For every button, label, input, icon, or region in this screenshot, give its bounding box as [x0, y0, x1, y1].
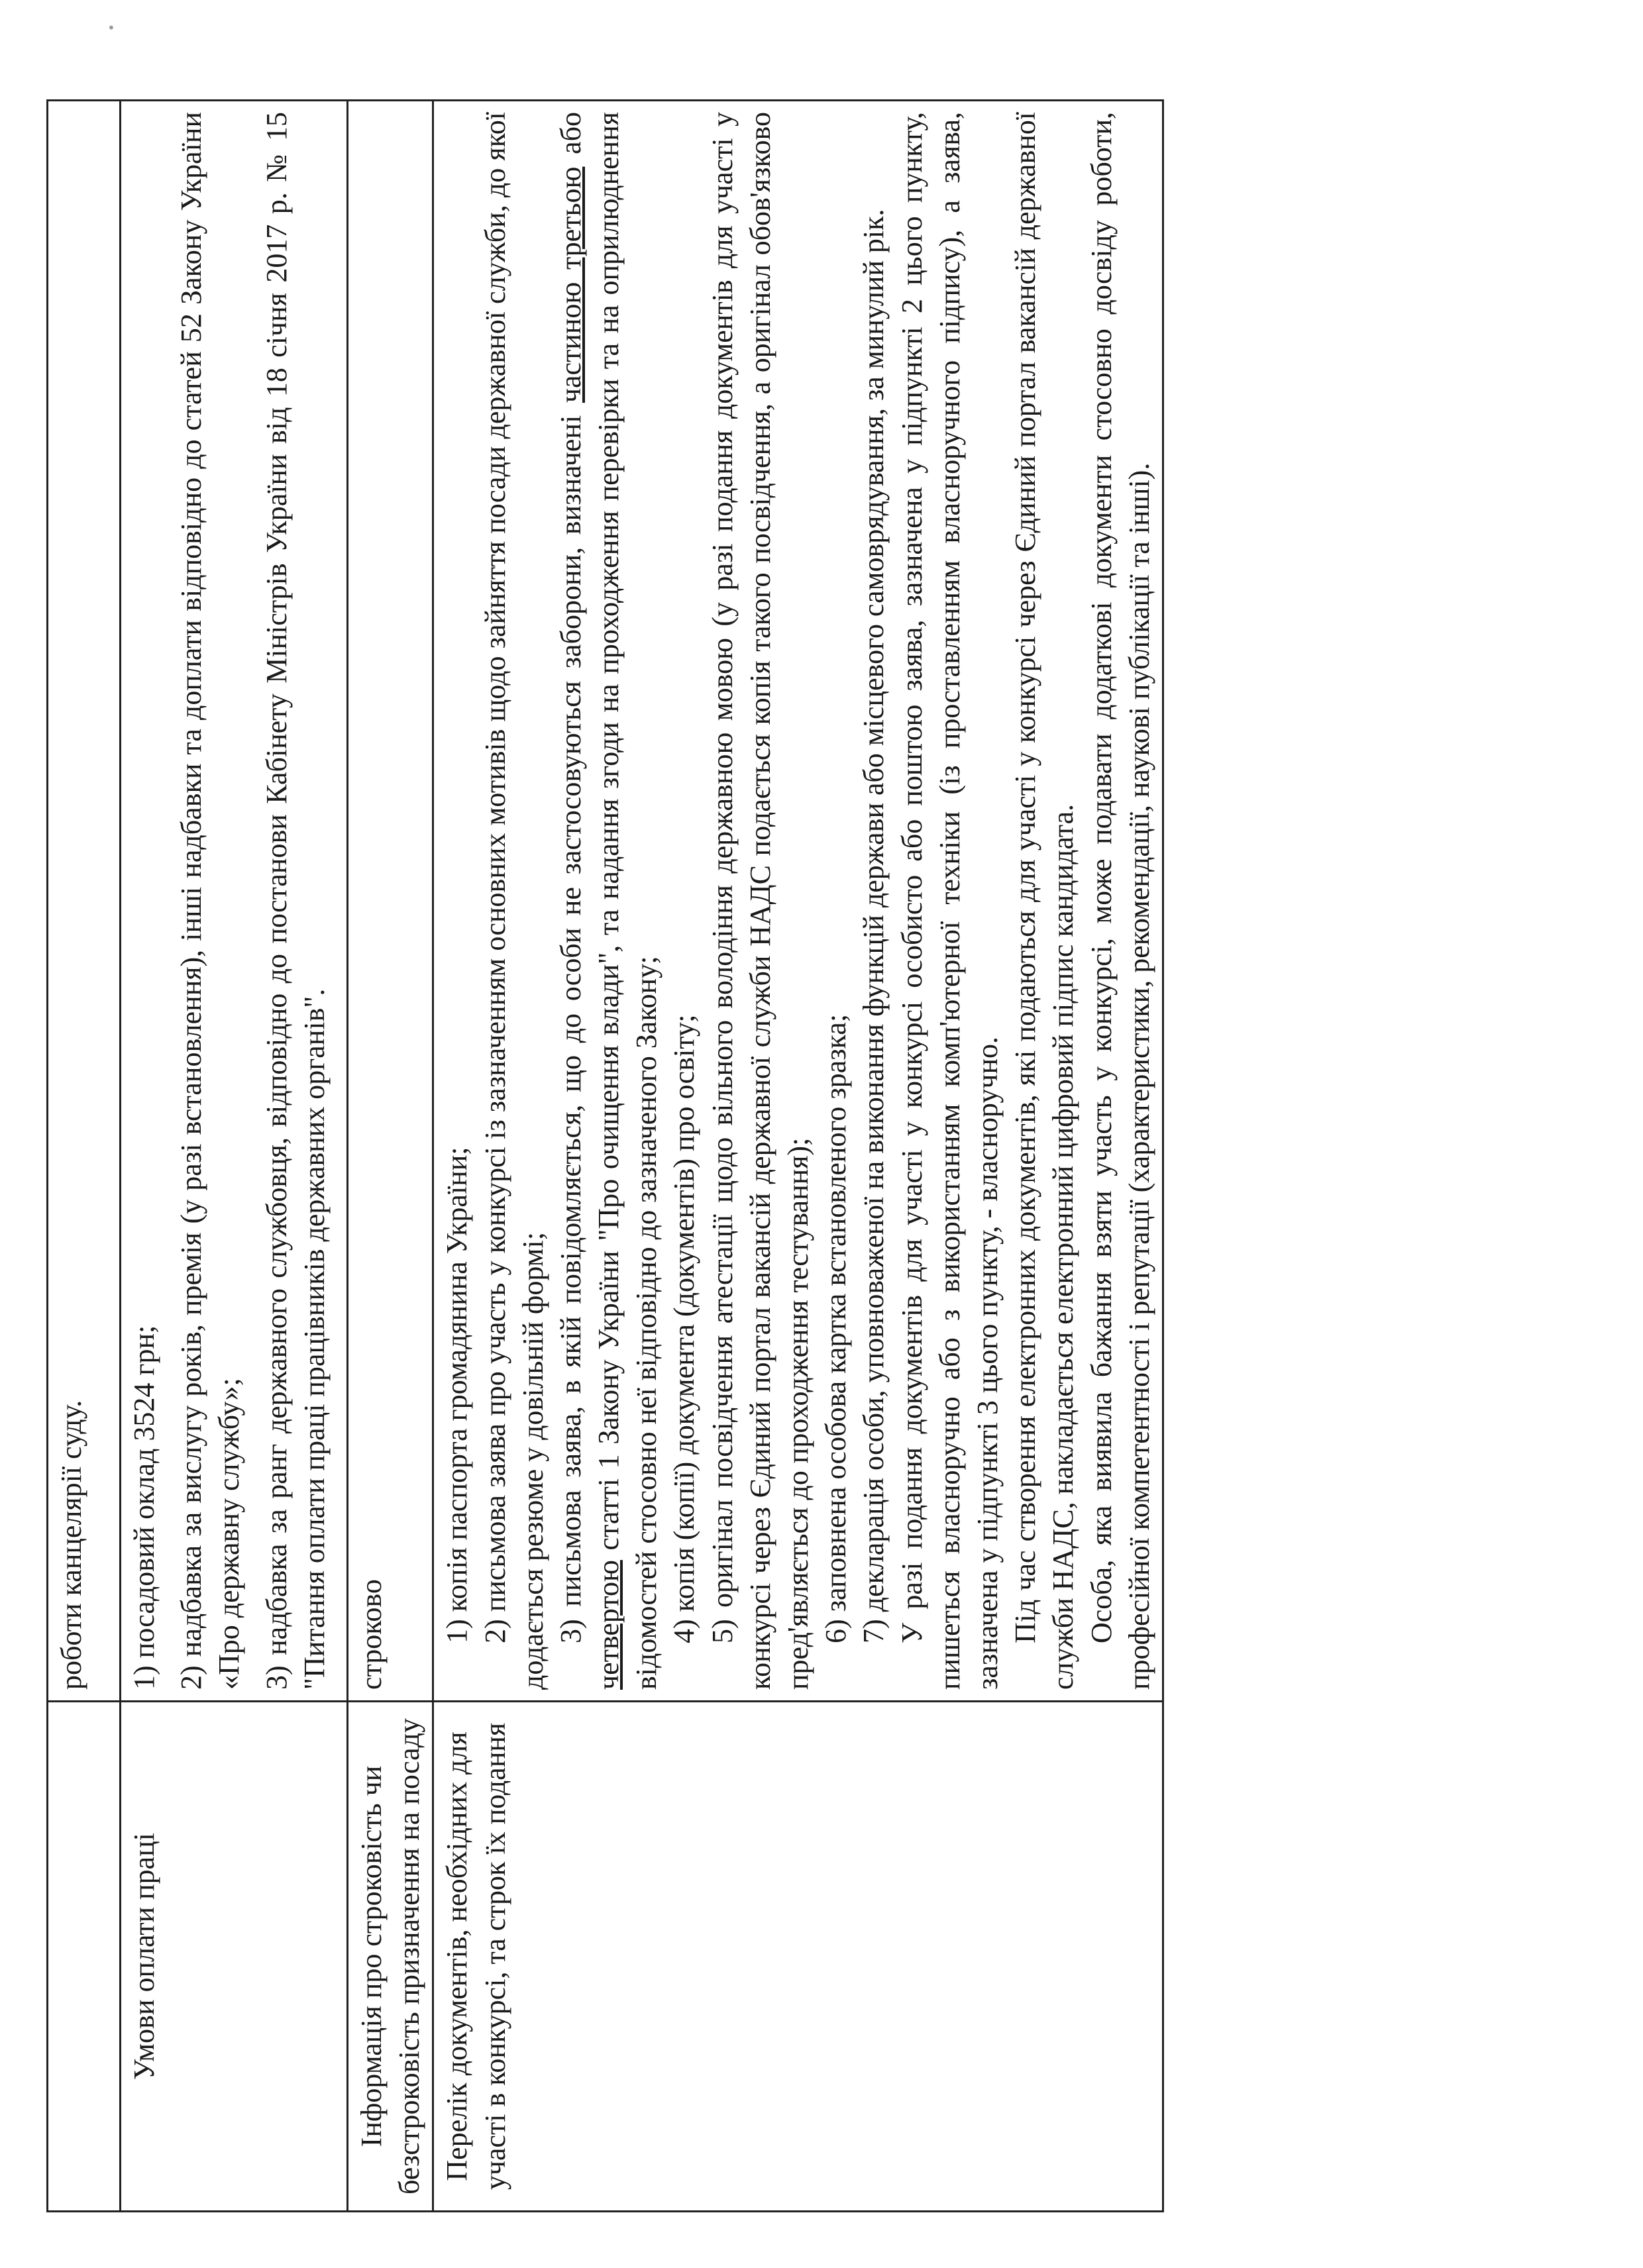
row-value-term-info	[347, 101, 433, 1702]
row-label-payment-conditions: Умови оплати праці	[121, 1702, 348, 2212]
document-item: 1) копія паспорта громадянина України;	[441, 1147, 474, 1643]
item-text: статті 1 Закону України "Про очищення влади", та надання згоди на проходження перевірки та на оприлюднення відомостей стосовно неї відповідно до зазначеного Закону;	[592, 112, 663, 1690]
value-line: строково	[354, 1579, 388, 1690]
document-item: 2) письмова заява про участь у конкурсі із зазначенням основних мотивів щодо зайняття посади державної служби, до якої додається резюме у довільній формі;	[478, 112, 549, 1690]
row-label	[48, 1702, 121, 2212]
row-value-documents	[433, 101, 1163, 1702]
vacancy-table	[46, 99, 1164, 2212]
table-row	[121, 101, 348, 2212]
document-item: 4) копія (копії) документа (документів) про освіту;	[668, 1014, 701, 1643]
underlined-text: частиною третьою	[554, 166, 587, 403]
table-row	[347, 101, 433, 2212]
value-line: роботи канцелярії суду.	[55, 1400, 87, 1690]
rotated-document	[46, 99, 1458, 2212]
item-text: 3) письмова заява, в якій повідомляється, що до особи не застосовуються заборони, визначені	[554, 403, 587, 1643]
document-item: 6) заповнена особова картка встановленого зразка;	[820, 1013, 853, 1643]
value-line: 3) надбавка за ранг державного службовця, відповідно до постанови Кабінету Міністрів України від 18 січня 2017 р. № 15 "Питання оплати праці працівників державних органів".	[260, 112, 331, 1690]
row-label-documents: Перелік документів, необхідних для участі в конкурсі, та строк їх подання	[433, 1702, 1163, 2212]
table-row	[433, 101, 1163, 2212]
value-line: 1) посадовий оклад 3524 грн;	[128, 1325, 160, 1690]
row-value-payment-conditions	[121, 101, 348, 1702]
document-paragraph: Під час створення електронних документів, які подаються для участі у конкурсі через Єдиний портал вакансій державної служби НАДС, накладається електронний цифровий підпис кандидата.	[1009, 112, 1080, 1690]
value-line: 2) надбавка за вислугу років, премія (у разі встановлення), інші надбавки та доплати відповідно до статей 52 Закону України «Про державну службу»;	[175, 112, 246, 1690]
row-label-term-info: Інформація про строковість чи безстроковість призначення на посаду	[347, 1702, 433, 2212]
document-paragraph: Особа, яка виявила бажання взяти участь у конкурсі, може подавати додаткові документи стосовно досвіду роботи, професійної компетентності і репутації (характеристики, рекомендації, наукові публікації та інші).	[1085, 112, 1155, 1690]
table-row	[48, 101, 121, 2212]
scan-mark: •	[107, 20, 115, 36]
item-text: або	[554, 111, 587, 167]
document-paragraph: У разі подання документів для участі у конкурсі особисто або поштою заява, зазначена у підпункті 2 цього пункту, пишеться власноручно або з використанням комп'ютерної техніки (із проставленням власноручного підпису), а заява, зазначена у підпункті 3 цього пункту, - власноручно.	[895, 112, 1004, 1690]
document-item: 5) оригінал посвідчення атестації щодо вільного володіння державною мовою (у разі подання документів для участі у конкурсі через Єдиний портал вакансій державної служби НАДС подається копія такого посвідчення, а оригінал обов'язково пред'являється до проходження тестування);	[706, 112, 814, 1690]
document-item: 7) декларація особи, уповноваженої на виконання функцій держави або місцевого самоврядування, за минулий рік.	[857, 209, 890, 1643]
row-value	[48, 101, 121, 1702]
document-item	[552, 112, 666, 1690]
underlined-text: четвертою	[592, 1560, 625, 1690]
